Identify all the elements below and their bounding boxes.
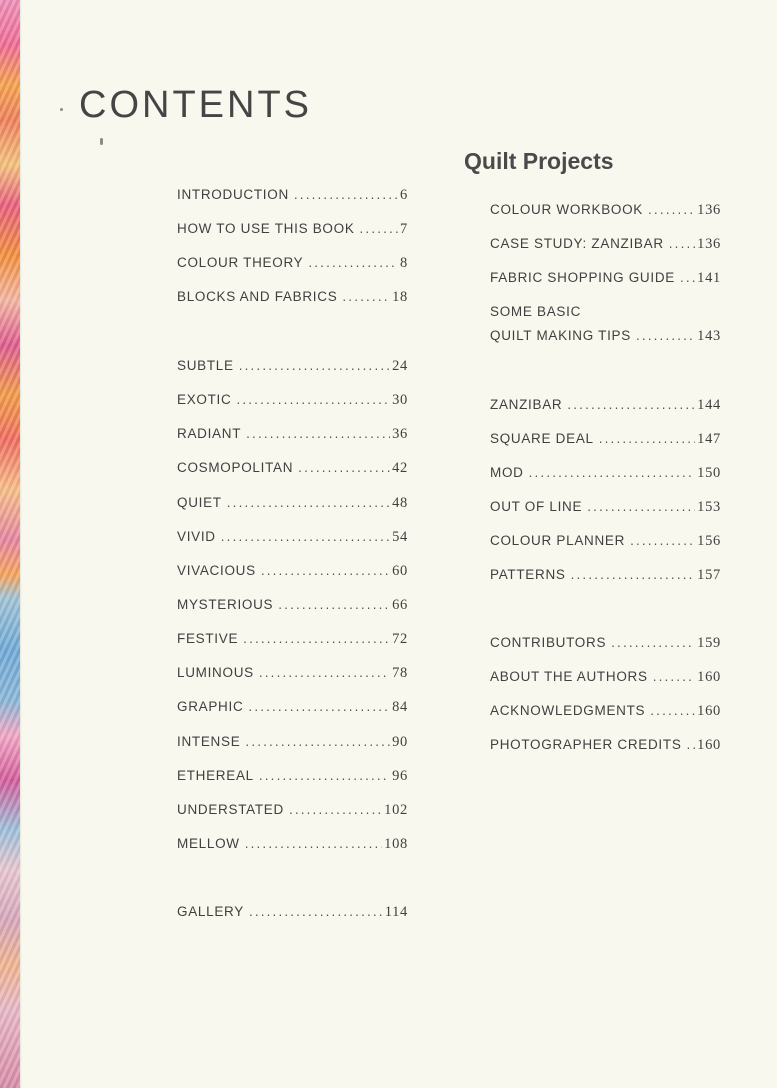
toc-entry-label: MYSTERIOUS (177, 597, 274, 612)
toc-entry-label: ETHEREAL (177, 768, 254, 783)
toc-entry-square-deal[interactable] (490, 430, 721, 448)
toc-entry-label: LUMINOUS (177, 665, 254, 680)
dot-leader (294, 186, 398, 204)
dot-leader (648, 201, 695, 219)
toc-entry-out-of-line[interactable] (490, 498, 721, 516)
toc-entry-patterns[interactable] (490, 566, 721, 584)
toc-entry-label: RADIANT (177, 426, 242, 441)
toc-entry-label: INTENSE (177, 734, 241, 749)
toc-page-number: 72 (392, 631, 408, 647)
dot-leader (529, 464, 696, 482)
paper-speck (100, 138, 103, 145)
toc-page-number: 6 (400, 187, 408, 203)
toc-entry-label: ZANZIBAR (490, 397, 563, 412)
toc-page-number: 96 (392, 768, 408, 784)
dot-leader (278, 596, 390, 614)
toc-entry-label: UNDERSTATED (177, 802, 284, 817)
toc-entry-understated[interactable] (177, 801, 408, 819)
toc-entry-introduction[interactable] (177, 186, 408, 204)
toc-entry-label: PATTERNS (490, 567, 566, 582)
toc-page-number: 160 (697, 669, 721, 685)
dot-leader (630, 532, 695, 550)
paper-speck (60, 108, 63, 111)
toc-page-number: 136 (697, 202, 721, 218)
toc-entry-colour-workbook[interactable] (490, 201, 721, 219)
toc-entry-label: SQUARE DEAL (490, 431, 594, 446)
toc-entry-subtle[interactable] (177, 357, 408, 375)
toc-entry-label: FABRIC SHOPPING GUIDE (490, 270, 675, 285)
dot-leader (227, 494, 390, 512)
toc-entry-label: COLOUR THEORY (177, 255, 304, 270)
page-title: CONTENTS (79, 84, 312, 126)
toc-entry-ethereal[interactable] (177, 767, 408, 785)
toc-entry-label: CONTRIBUTORS (490, 635, 607, 650)
toc-page-number: 90 (392, 734, 408, 750)
toc-entry-quilt-making-tips[interactable] (490, 327, 721, 345)
dot-leader (245, 733, 390, 751)
toc-entry-contributors[interactable] (490, 634, 721, 652)
toc-page-number: 156 (697, 533, 721, 549)
toc-page-number: 24 (392, 358, 408, 374)
toc-entry-tips-line1[interactable]: SOME BASIC (490, 304, 582, 319)
toc-page-number: 66 (392, 597, 408, 613)
toc-page-number: 143 (697, 328, 721, 344)
toc-entry-quiet[interactable] (177, 494, 408, 512)
toc-page-number: 114 (384, 904, 408, 920)
toc-page-number: 141 (697, 270, 721, 286)
toc-page-number: 48 (392, 495, 408, 511)
dot-leader (236, 391, 390, 409)
dot-leader (261, 562, 390, 580)
toc-page-number: 150 (697, 465, 721, 481)
toc-entry-label: EXOTIC (177, 392, 232, 407)
dot-leader (587, 498, 695, 516)
toc-entry-about-the-authors[interactable] (490, 668, 721, 686)
toc-entry-label: COSMOPOLITAN (177, 460, 294, 475)
dot-leader (221, 528, 390, 546)
dot-leader (611, 634, 695, 652)
toc-entry-mellow[interactable] (177, 835, 408, 853)
toc-entry-vivid[interactable] (177, 528, 408, 546)
toc-page-number: 102 (384, 802, 408, 818)
toc-entry-label: COLOUR WORKBOOK (490, 202, 644, 217)
toc-page-number: 157 (697, 567, 721, 583)
dot-leader (259, 767, 390, 785)
toc-entry-fabric-shopping-guide[interactable] (490, 269, 721, 287)
toc-entry-vivacious[interactable] (177, 562, 408, 580)
toc-page-number: 84 (392, 699, 408, 715)
dot-leader (298, 459, 390, 477)
dot-leader (246, 425, 390, 443)
toc-entry-label: QUILT MAKING TIPS (490, 328, 631, 343)
dot-leader (571, 566, 696, 584)
toc-page-number: 30 (392, 392, 408, 408)
toc-page-number: 153 (697, 499, 721, 515)
toc-entry-label: ABOUT THE AUTHORS (490, 669, 648, 684)
dot-leader (680, 269, 695, 287)
toc-entry-luminous[interactable] (177, 664, 408, 682)
toc-entry-label: VIVID (177, 529, 216, 544)
toc-entry-label: INTRODUCTION (177, 187, 289, 202)
toc-entry-label: BLOCKS AND FABRICS (177, 289, 338, 304)
toc-page-number: 42 (392, 460, 408, 476)
toc-page-number: 54 (392, 529, 408, 545)
dot-leader (308, 254, 398, 272)
toc-entry-graphic[interactable] (177, 698, 408, 716)
toc-entry-photographer-credits[interactable] (490, 736, 721, 754)
toc-entry-label: MELLOW (177, 836, 240, 851)
toc-page-number: 147 (697, 431, 721, 447)
dot-leader (599, 430, 695, 448)
dot-leader (687, 736, 696, 754)
toc-entry-mysterious[interactable] (177, 596, 408, 614)
toc-page-number: 160 (697, 737, 721, 753)
toc-entry-cosmopolitan[interactable] (177, 459, 408, 477)
toc-entry-radiant[interactable] (177, 425, 408, 443)
toc-page-number: 78 (392, 665, 408, 681)
toc-entry-colour-theory[interactable] (177, 254, 408, 272)
dot-leader (245, 835, 382, 853)
quilt-projects-heading: Quilt Projects (464, 148, 614, 174)
toc-entry-label: MOD (490, 465, 524, 480)
toc-entry-label: PHOTOGRAPHER CREDITS (490, 737, 682, 752)
dot-leader (248, 698, 390, 716)
toc-page-number: 60 (392, 563, 408, 579)
toc-page-number: 36 (392, 426, 408, 442)
dot-leader (249, 903, 383, 921)
dot-leader (669, 235, 695, 253)
toc-page-number: 144 (697, 397, 721, 413)
toc-entry-label: GRAPHIC (177, 699, 244, 714)
toc-entry-acknowledgments[interactable] (490, 702, 721, 720)
toc-entry-zanzibar[interactable] (490, 396, 721, 414)
toc-entry-gallery[interactable] (177, 903, 408, 921)
dot-leader (650, 702, 695, 720)
toc-page-number: 160 (697, 703, 721, 719)
fabric-photo-strip (0, 0, 20, 1088)
toc-entry-label: GALLERY (177, 904, 244, 919)
toc-page-number: 136 (697, 236, 721, 252)
dot-leader (360, 220, 399, 238)
toc-page-number: 108 (384, 836, 408, 852)
dot-leader (289, 801, 382, 819)
toc-entry-label: CASE STUDY: ZANZIBAR (490, 236, 664, 251)
toc-page-number: 18 (392, 289, 408, 305)
toc-entry-how-to-use[interactable] (177, 220, 408, 238)
dot-leader (239, 357, 390, 375)
dot-leader (636, 327, 695, 345)
dot-leader (342, 288, 390, 306)
dot-leader (567, 396, 695, 414)
toc-entry-intense[interactable] (177, 733, 408, 751)
toc-entry-blocks-and-fabrics[interactable] (177, 288, 408, 306)
toc-entry-label: QUIET (177, 495, 222, 510)
toc-entry-label: COLOUR PLANNER (490, 533, 626, 548)
dot-leader (259, 664, 390, 682)
toc-page-number: 159 (697, 635, 721, 651)
toc-entry-label: SUBTLE (177, 358, 234, 373)
toc-page-number: 7 (400, 221, 408, 237)
toc-entry-case-study-zanzibar[interactable] (490, 235, 721, 253)
toc-entry-label: ACKNOWLEDGMENTS (490, 703, 646, 718)
toc-page-number: 8 (400, 255, 408, 271)
toc-entry-colour-planner[interactable] (490, 532, 721, 550)
toc-entry-label: HOW TO USE THIS BOOK (177, 221, 355, 236)
toc-entry-festive[interactable] (177, 630, 408, 648)
page-gutter-shadow (20, 0, 22, 1088)
dot-leader (653, 668, 695, 686)
dot-leader (243, 630, 390, 648)
toc-entry-exotic[interactable] (177, 391, 408, 409)
toc-entry-label: FESTIVE (177, 631, 239, 646)
toc-entry-mod[interactable] (490, 464, 721, 482)
toc-entry-label: OUT OF LINE (490, 499, 583, 514)
toc-entry-label: VIVACIOUS (177, 563, 256, 578)
